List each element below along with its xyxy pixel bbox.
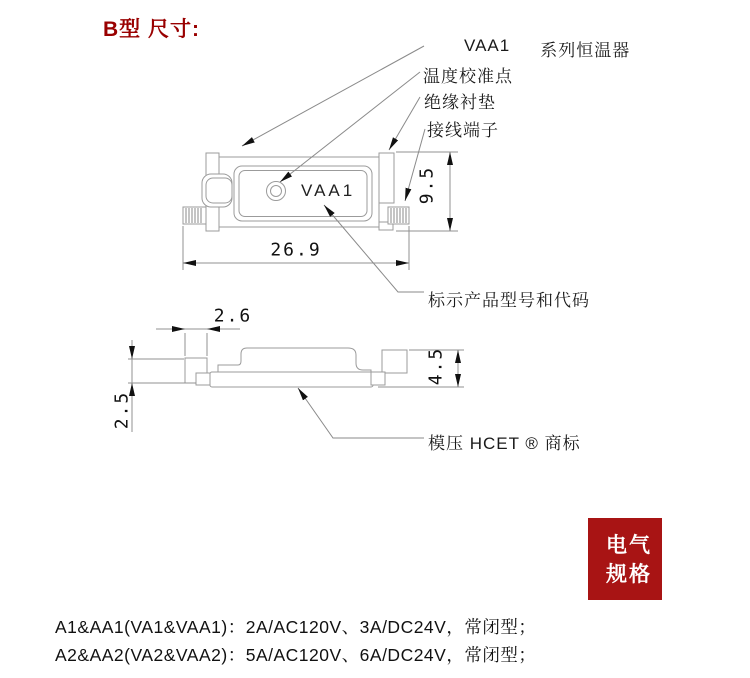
badge-line-2: 规格 [606, 563, 652, 586]
dimension-profile-height: 4.5 [425, 346, 447, 386]
callout-calibration-point: 温度校准点 [423, 67, 513, 86]
page-title: B型 尺寸: [103, 18, 200, 41]
spec-line: A2&AA2(VA2&VAA2)：5A/AC120V、6A/DC24V，常闭型； [55, 645, 537, 665]
callout-series [464, 36, 630, 61]
left-terminal [183, 207, 206, 224]
dimension-lead-height: 2.5 [111, 390, 133, 430]
side-view-leaders [298, 388, 424, 438]
right-terminal [388, 207, 409, 224]
callout-insulation-gasket: 绝缘衬垫 [424, 93, 496, 112]
dimension-lead-width: 2.6 [213, 305, 253, 327]
dimension-overall-height: 9.5 [416, 165, 438, 205]
callout-wiring-terminal: 接线端子 [427, 121, 499, 140]
callout-model-code: 标示产品型号和代码 [428, 291, 590, 310]
spec-line: A1&AA1(VA1&VAA1)：2A/AC120V、3A/DC24V，常闭型； [55, 617, 537, 637]
electrical-specs [55, 613, 536, 669]
dimension-overall-width: 26.9 [270, 239, 322, 261]
part-marking-label: VAA1 [301, 181, 356, 200]
electrical-spec-badge [588, 518, 662, 600]
callout-series-model: VAA1 [464, 36, 511, 55]
callout-series-suffix: 系列恒温器 [540, 41, 631, 60]
thermostat-top-view [183, 153, 409, 231]
thermostat-side-view [185, 348, 407, 387]
badge-line-1: 电气 [606, 534, 652, 557]
callout-trademark: 模压 HCET ® 商标 [428, 434, 581, 453]
